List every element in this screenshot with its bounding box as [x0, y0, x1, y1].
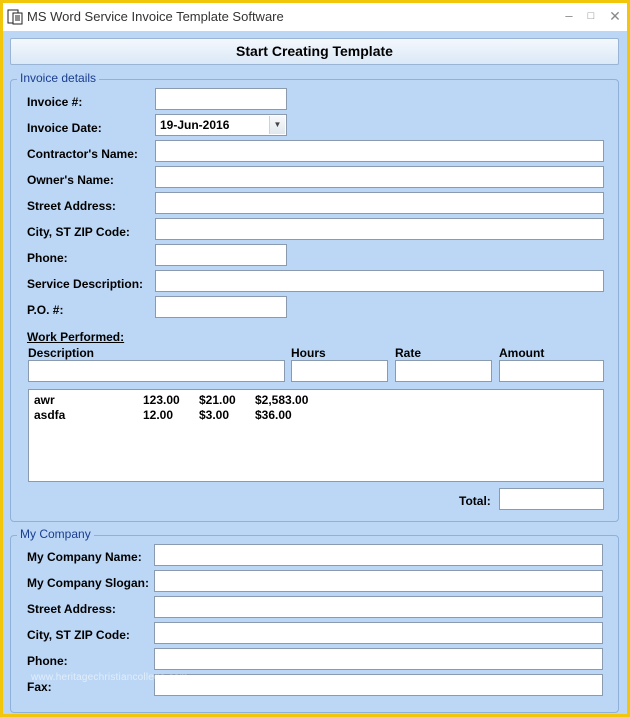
item-hours: 123.00 — [143, 393, 180, 407]
total-label: Total: — [459, 494, 491, 508]
invoice-date-picker[interactable] — [155, 114, 287, 136]
po-number-label: P.O. #: — [27, 303, 64, 317]
client-area — [3, 31, 627, 714]
my-company-title: My Company — [17, 527, 94, 541]
company-city-label: City, ST ZIP Code: — [27, 628, 130, 642]
company-street-field[interactable] — [154, 596, 603, 618]
total-field[interactable] — [499, 488, 604, 510]
city-zip-field[interactable] — [155, 218, 604, 240]
amount-column-label: Amount — [499, 346, 545, 360]
work-rate-input[interactable] — [395, 360, 492, 382]
contractor-name-field[interactable] — [155, 140, 604, 162]
owner-name-field[interactable] — [155, 166, 604, 188]
service-description-field[interactable] — [155, 270, 604, 292]
item-description: awr — [34, 393, 55, 407]
street-address-label: Street Address: — [27, 199, 116, 213]
minimize-button[interactable]: – — [565, 8, 573, 23]
invoice-no-label: Invoice #: — [27, 95, 83, 109]
company-fax-field[interactable] — [154, 674, 603, 696]
maximize-button[interactable]: □ — [587, 10, 595, 22]
work-items-list[interactable] — [28, 389, 604, 482]
work-hours-input[interactable] — [291, 360, 388, 382]
invoice-date-label: Invoice Date: — [27, 121, 102, 135]
title-bar[interactable] — [3, 3, 627, 31]
window-title: MS Word Service Invoice Template Software — [27, 9, 284, 24]
item-amount: $36.00 — [255, 408, 292, 422]
owner-name-label: Owner's Name: — [27, 173, 114, 187]
street-address-field[interactable] — [155, 192, 604, 214]
item-description: asdfa — [34, 408, 66, 422]
list-item[interactable] — [29, 408, 603, 423]
company-city-field[interactable] — [154, 622, 603, 644]
city-zip-label: City, ST ZIP Code: — [27, 225, 130, 239]
work-description-input[interactable] — [28, 360, 285, 382]
rate-column-label: Rate — [395, 346, 422, 360]
work-performed-title: Work Performed: — [27, 330, 125, 344]
company-phone-label: Phone: — [27, 654, 68, 668]
company-street-label: Street Address: — [27, 602, 116, 616]
close-button[interactable]: ✕ — [609, 8, 621, 24]
description-column-label: Description — [28, 346, 95, 360]
item-rate: $3.00 — [199, 408, 230, 422]
chevron-down-icon[interactable]: ▼ — [269, 116, 285, 134]
app-icon — [7, 9, 23, 25]
invoice-date-value: 19-Jun-2016 — [160, 118, 230, 132]
service-description-label: Service Description: — [27, 277, 144, 291]
company-slogan-label: My Company Slogan: — [27, 576, 150, 590]
item-hours: 12.00 — [143, 408, 174, 422]
po-number-field[interactable] — [155, 296, 287, 318]
start-creating-template-button[interactable]: Start Creating Template — [10, 38, 619, 65]
company-slogan-field[interactable] — [154, 570, 603, 592]
phone-field[interactable] — [155, 244, 287, 266]
company-fax-label: Fax: — [27, 680, 52, 694]
phone-label: Phone: — [27, 251, 68, 265]
invoice-details-title: Invoice details — [17, 71, 99, 85]
hours-column-label: Hours — [291, 346, 326, 360]
item-amount: $2,583.00 — [255, 393, 309, 407]
company-phone-field[interactable] — [154, 648, 603, 670]
invoice-no-field[interactable] — [155, 88, 287, 110]
list-item[interactable] — [29, 393, 603, 408]
contractor-name-label: Contractor's Name: — [27, 147, 138, 161]
item-rate: $21.00 — [199, 393, 236, 407]
watermark-text: www.heritagechristiancollege.com — [31, 672, 189, 683]
company-name-field[interactable] — [154, 544, 603, 566]
company-name-label: My Company Name: — [27, 550, 142, 564]
work-amount-input[interactable] — [499, 360, 604, 382]
